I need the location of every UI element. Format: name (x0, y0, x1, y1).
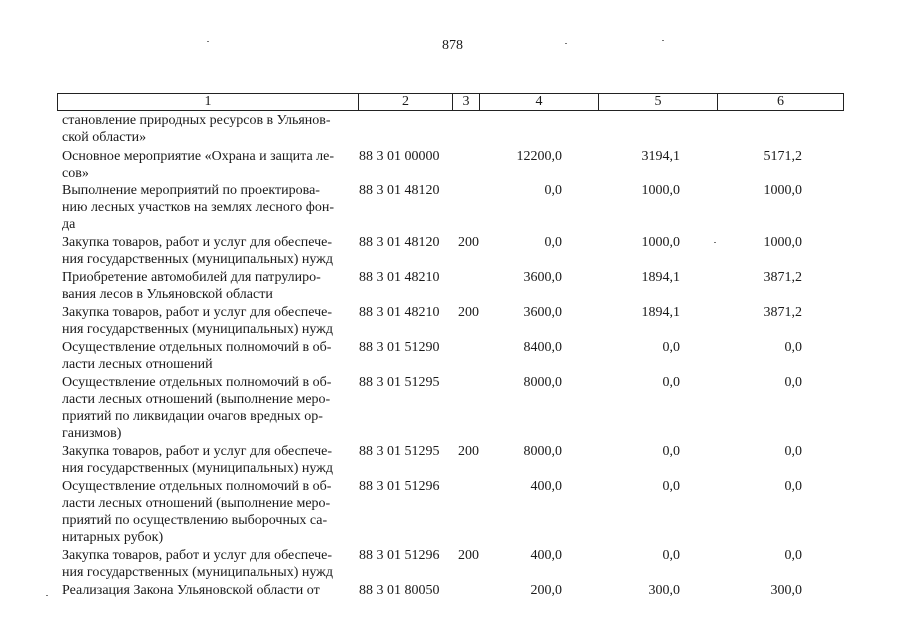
description-line: становление природных ресурсов в Ульянов- (62, 113, 331, 128)
description-line: Выполнение мероприятий по проектирова- (62, 183, 320, 198)
value-col-5: 1894,1 (641, 270, 680, 285)
row-description (62, 269, 352, 303)
description-line: Реализация Закона Ульяновской области от (62, 583, 320, 598)
target-article-code: 88 3 01 48120 (359, 235, 440, 250)
scan-speck (207, 41, 209, 42)
expense-type: 200 (458, 444, 479, 459)
value-col-4: 0,0 (544, 183, 562, 198)
header-col-5: 5 (654, 94, 662, 109)
value-col-6: 0,0 (784, 479, 802, 494)
target-article-code: 88 3 01 48210 (359, 270, 440, 285)
header-col-4: 4 (535, 94, 543, 109)
value-col-5: 0,0 (662, 444, 680, 459)
target-article-code: 88 3 01 48210 (359, 305, 440, 320)
value-col-5: 300,0 (648, 583, 680, 598)
value-col-4: 400,0 (530, 548, 562, 563)
description-line: ласти лесных отношений (выполнение меро- (62, 496, 331, 511)
description-line: приятий по осуществлению выборочных са- (62, 513, 328, 528)
description-line: Осуществление отдельных полномочий в об- (62, 340, 332, 355)
value-col-4: 12200,0 (516, 149, 562, 164)
description-line: Основное мероприятие «Охрана и защита ле- (62, 149, 335, 164)
description-line: Осуществление отдельных полномочий в об- (62, 375, 332, 390)
value-col-4: 200,0 (530, 583, 562, 598)
value-col-4: 3600,0 (523, 270, 562, 285)
description-line: ния государственных (муниципальных) нужд (62, 565, 333, 580)
target-article-code: 88 3 01 51295 (359, 444, 440, 459)
page-number: 878 (442, 38, 463, 53)
description-line: нитарных рубок) (62, 530, 164, 545)
value-col-6: 0,0 (784, 340, 802, 355)
description-line: ния государственных (муниципальных) нужд (62, 461, 333, 476)
value-col-5: 0,0 (662, 375, 680, 390)
description-line: Приобретение автомобилей для патрулиро- (62, 270, 321, 285)
target-article-code: 88 3 01 51295 (359, 375, 440, 390)
value-col-4: 400,0 (530, 479, 562, 494)
value-col-5: 3194,1 (641, 149, 680, 164)
description-line: нию лесных участков на землях лесного фон- (62, 200, 335, 215)
description-line: Закупка товаров, работ и услуг для обеспече- (62, 444, 333, 459)
expense-type: 200 (458, 548, 479, 563)
value-col-6: 1000,0 (763, 183, 802, 198)
value-col-5: 1000,0 (641, 235, 680, 250)
description-line: Закупка товаров, работ и услуг для обеспече- (62, 548, 333, 563)
description-line: ласти лесных отношений (62, 357, 213, 372)
header-col-3: 3 (462, 94, 470, 109)
value-col-6: 0,0 (784, 375, 802, 390)
target-article-code: 88 3 01 00000 (359, 149, 440, 164)
row-description (62, 443, 352, 477)
row-description (62, 234, 352, 268)
description-line: ния государственных (муниципальных) нужд (62, 322, 333, 337)
description-line: ской области» (62, 130, 147, 145)
row-description (62, 182, 352, 233)
description-line: приятий по ликвидации очагов вредных ор- (62, 409, 323, 424)
scan-speck (46, 595, 48, 596)
target-article-code: 88 3 01 80050 (359, 583, 440, 598)
value-col-5: 0,0 (662, 479, 680, 494)
table-header (57, 93, 844, 111)
header-col-6: 6 (777, 94, 784, 109)
description-line: Осуществление отдельных полномочий в об- (62, 479, 332, 494)
value-col-5: 0,0 (662, 340, 680, 355)
value-col-5: 1000,0 (641, 183, 680, 198)
description-line: Закупка товаров, работ и услуг для обеспече- (62, 305, 333, 320)
value-col-6: 5171,2 (763, 149, 802, 164)
description-line: да (62, 217, 76, 232)
description-line: ласти лесных отношений (выполнение меро- (62, 392, 331, 407)
value-col-5: 0,0 (662, 548, 680, 563)
expense-type: 200 (458, 305, 479, 320)
value-col-6: 1000,0 (763, 235, 802, 250)
row-description (62, 112, 352, 146)
value-col-4: 0,0 (544, 235, 562, 250)
value-col-6: 0,0 (784, 548, 802, 563)
description-line: ния государственных (муниципальных) нужд (62, 252, 333, 267)
row-description (62, 582, 352, 599)
description-line: вания лесов в Ульяновской области (62, 287, 273, 302)
expense-type: 200 (458, 235, 479, 250)
target-article-code: 88 3 01 51290 (359, 340, 440, 355)
row-description (62, 148, 352, 182)
value-col-6: 3871,2 (763, 270, 802, 285)
scan-speck (565, 43, 567, 44)
target-article-code: 88 3 01 51296 (359, 479, 440, 494)
value-col-4: 8000,0 (523, 444, 562, 459)
target-article-code: 88 3 01 51296 (359, 548, 440, 563)
description-line: ганизмов) (62, 426, 122, 441)
row-description (62, 304, 352, 338)
value-col-6: 0,0 (784, 444, 802, 459)
value-col-4: 8400,0 (523, 340, 562, 355)
value-col-6: 300,0 (770, 583, 802, 598)
value-col-5: 1894,1 (641, 305, 680, 320)
header-col-1: 1 (204, 94, 212, 109)
scan-speck (714, 242, 716, 243)
description-line: Закупка товаров, работ и услуг для обеспече- (62, 235, 333, 250)
row-description (62, 478, 352, 546)
header-col-2: 2 (402, 94, 409, 109)
description-line: сов» (62, 166, 89, 181)
value-col-4: 8000,0 (523, 375, 562, 390)
scan-speck (662, 40, 664, 41)
value-col-6: 3871,2 (763, 305, 802, 320)
row-description (62, 374, 352, 442)
value-col-4: 3600,0 (523, 305, 562, 320)
row-description (62, 339, 352, 373)
target-article-code: 88 3 01 48120 (359, 183, 440, 198)
row-description (62, 547, 352, 581)
